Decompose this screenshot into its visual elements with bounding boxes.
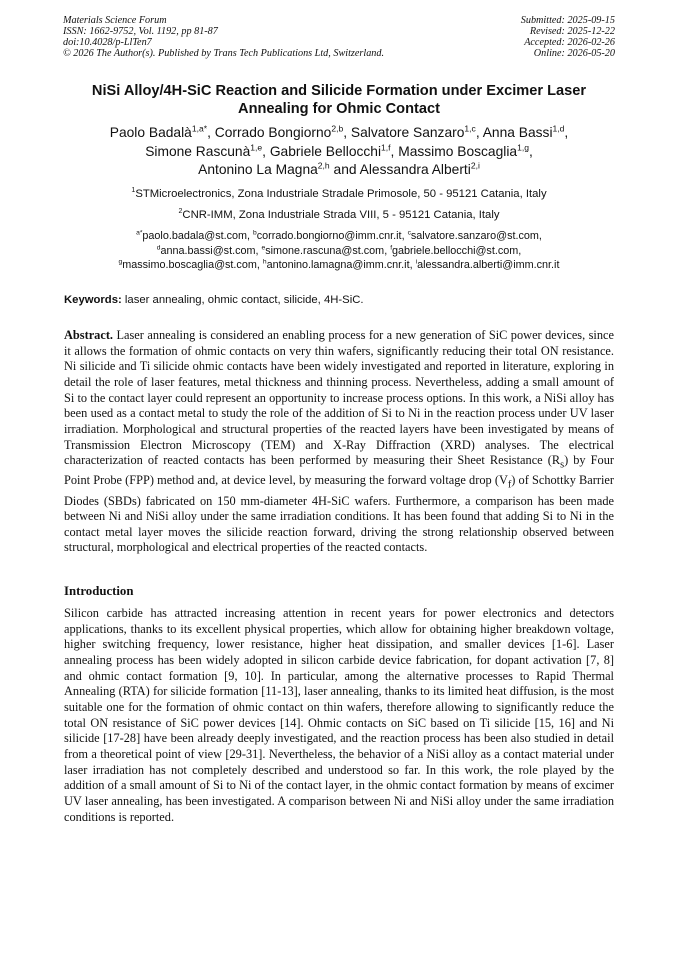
- author-affil-mark: 1,c: [464, 123, 476, 134]
- doi-line: doi:10.4028/p-LlTen7: [63, 37, 152, 48]
- author-line-2: [30, 143, 648, 162]
- author-name: Antonino La Magna: [198, 162, 318, 177]
- abstract-text-2: ) by Four Point Probe (FPP) method and, at device level, by measuring the forward voltage drop (V: [64, 453, 614, 488]
- author-name: Simone Rascunà: [145, 143, 251, 159]
- author-separator: ,: [475, 125, 483, 140]
- author-name: Paolo Badalà: [109, 125, 192, 140]
- paper-title: [40, 82, 638, 118]
- email-mark: f: [390, 243, 393, 251]
- email-mark: d: [156, 243, 161, 251]
- author-list: [30, 124, 648, 180]
- author-affil-mark: 1,e: [250, 141, 263, 152]
- email-address: salvatore.sanzaro@st.com: [410, 230, 539, 242]
- journal-name: Materials Science Forum: [63, 15, 167, 26]
- email-mark: e: [261, 243, 266, 251]
- introduction-paragraph: Silicon carbide has attracted increasing attention in recent years for power electronics and detectors applications, thanks to its excellent physical properties, which allow for obtaining higher breakdown voltage, higher switching frequency, lower resistance, higher heat dissipation, and smaller devices [1-6]. Laser annealing process has been widely adopted in silicon carbide device fabrication, for dopant activation [7, 8] and ohmic contact formation [9, 10]. In particular, among the alternative processes to Rapid Thermal Annealing (RTA) for silicide formation [11-13], laser annealing, thanks to its limited heat diffusion, is the most suitable one for the formation of ohmic contact on thin wafers, therefore allowing to significantly reduce the total ON resistance of SiC power devices [14]. Ohmic contacts on SiC based on Ti silicide [15, 16] and Ni silicide [17-28] have been already deeply investigated, and the reaction process has been also studied in detail from a theoretical point of view [29-31]. Nevertheless, the behavior of a NiSi alloy as a contact material under laser irradiation has not completely described and understood so far. In this work, the role played by the addition of a small amount of Si to Ni of the contact layer, in the ohmic contact formation by means of excimer UV laser annealing, has been investigated. A comparison between Ni and NiSi alloy under the same irradiation conditions is reported.: [64, 606, 614, 824]
- affiliation-text: CNR-IMM, Zona Industriale Strada VIII, 5 - 95121 Catania, Italy: [182, 209, 500, 221]
- email-line-2: $^d$anna.bassi@st.com, $^e$simone.rascuna@st.com, $^f$gabriele.bellocchi@st.com,: [156, 243, 522, 257]
- affiliation-2: [30, 208, 648, 222]
- author-affil-mark: 1,d: [552, 123, 565, 134]
- introduction-heading: Introduction: [64, 584, 134, 598]
- author-separator: ,: [262, 143, 270, 159]
- email-address: gabriele.bellocchi@st.com: [392, 244, 519, 257]
- email-address: simone.rascuna@st.com: [265, 244, 385, 257]
- email-mark: g: [118, 258, 123, 266]
- email-address: corrado.bongiorno@imm.cnr.it: [256, 230, 402, 242]
- author-separator: ,: [528, 143, 533, 159]
- submitted-date: Submitted: 2025-09-15: [520, 15, 615, 26]
- author-separator: ,: [207, 125, 215, 140]
- author-separator: ,: [390, 143, 399, 159]
- abstract-text-1: Laser annealing is considered an enabling process for a new generation of SiC power devices, since it allows the formation of ohmic contacts on very thin wafers, significantly reducing their total ON resistance. Ni silicide and Ti silicide ohmic contacts have been widely investigated and reported in literature, exploring in detail the role of laser features, metal thickness and thinning process. Nevertheless, adding a small amount of Si to the contact layer could represent an opportunity to increase process options. In this work, a NiSi alloy has been used as a contact metal to study the role of the addition of Si to Ni in the reaction process under UV laser irradiation. Morphological and structural properties of the reacted layers have been investigated by means of Transmission Electron Microscopy (TEM) and X-Ray Diffraction (XRD) analyses. The electrical characterization of reacted contacts has been performed by measuring their Sheet Resistance (R: [64, 328, 614, 468]
- author-separator: ,: [564, 125, 569, 140]
- affiliation-mark: 1: [131, 187, 136, 195]
- abstract-paragraph: [64, 328, 614, 556]
- author-name: Corrado Bongiorno: [214, 125, 332, 140]
- email-address: massimo.boscaglia@st.com: [122, 259, 257, 271]
- author-affil-mark: 1,f: [381, 141, 391, 152]
- header-left: [63, 15, 384, 59]
- author-affil-mark: 2,i: [470, 160, 480, 171]
- revised-date: Revised: 2025-12-22: [529, 26, 615, 37]
- author-affil-mark: 1,g: [517, 141, 529, 152]
- title-line-2: Annealing for Ohmic Contact: [238, 101, 440, 117]
- author-separator: and: [329, 162, 360, 177]
- author-name: Alessandra Alberti: [359, 162, 471, 177]
- title-line-1: NiSi Alloy/4H-SiC Reaction and Silicide Formation under Excimer Laser: [91, 83, 587, 99]
- email-mark: h: [262, 258, 267, 266]
- online-date: Online: 2026-05-20: [533, 48, 615, 59]
- abstract-subscript-f: f: [507, 479, 512, 491]
- email-mark: a*: [136, 229, 143, 237]
- accepted-date: Accepted: 2026-02-26: [524, 37, 615, 48]
- abstract-subscript-s: s: [560, 459, 565, 471]
- copyright-line: © 2026 The Author(s). Published by Trans Tech Publications Ltd, Switzerland.: [63, 48, 385, 59]
- email-list: [30, 229, 648, 273]
- author-affil-mark: 1,a*: [191, 123, 208, 134]
- affiliation-text: STMicroelectronics, Zona Industriale Stradale Primosole, 50 - 95121 Catania, Italy: [135, 188, 547, 200]
- author-line-1: [30, 124, 648, 143]
- author-name: Gabriele Bellocchi: [269, 143, 382, 159]
- email-address: alessandra.alberti@imm.cnr.it: [417, 259, 560, 271]
- email-address: paolo.badala@st.com: [142, 230, 248, 242]
- header-right: [521, 15, 615, 59]
- issn-line: ISSN: 1662-9752, Vol. 1192, pp 81-87: [63, 26, 218, 37]
- email-address: anna.bassi@st.com: [160, 244, 256, 257]
- email-mark: b: [253, 229, 257, 237]
- abstract-text-3: ) of Schottky Barrier Diodes (SBDs) fabricated on 150 mm-diameter 4H-SiC wafers. Furthermore, a comparison has been made between Ni and NiSi alloy under the same irradiation conditions. It has been found that adding Si to Ni in the contact metal layer moves the silicide reaction forward, driving the strong relationship observed between structural, morphological and electrical properties of the reacted contacts.: [64, 473, 614, 555]
- author-separator: ,: [343, 125, 351, 140]
- author-line-3: [30, 161, 648, 180]
- author-affil-mark: 2,b: [331, 123, 344, 134]
- keywords-label: Keywords:: [64, 294, 122, 306]
- email-line-1: $^{a*}$paolo.badala@st.com, $^b$corrado.bongiorno@imm.cnr.it, $^c$salvatore.sanzaro@st.com,: [136, 229, 542, 242]
- affiliation-mark: 2: [178, 208, 183, 216]
- author-name: Salvatore Sanzaro: [350, 125, 465, 140]
- abstract-label: Abstract.: [64, 328, 114, 342]
- author-name: Massimo Boscaglia: [398, 143, 518, 159]
- email-mark: i: [415, 258, 418, 266]
- email-address: antonino.lamagna@imm.cnr.it: [266, 259, 410, 271]
- keywords-text: laser annealing, ohmic contact, silicide, 4H-SiC.: [124, 294, 364, 306]
- author-name: Anna Bassi: [482, 125, 553, 140]
- affiliation-1: [30, 187, 648, 201]
- email-mark: c: [407, 229, 411, 237]
- keywords-line: [64, 293, 614, 307]
- author-affil-mark: 2,h: [317, 160, 330, 171]
- email-line-3: $^g$massimo.boscaglia@st.com, $^h$antonino.lamagna@imm.cnr.it, $^i$alessandra.alberti@imm.cnr.it: [118, 258, 560, 271]
